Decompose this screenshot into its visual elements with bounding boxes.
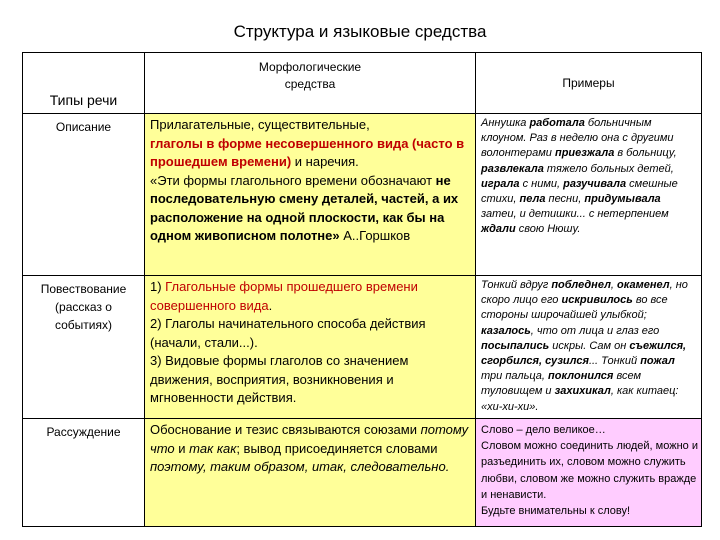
row-type-description: Описание [23, 114, 145, 276]
means-text: Обоснование и тезис связываются союзами [150, 422, 421, 437]
row-means-narration [145, 276, 476, 419]
means-text: ; вывод присоединяется словами [236, 440, 438, 456]
type-line: событиях) [55, 318, 112, 332]
header-means [145, 53, 476, 114]
example-verb: развлекала [481, 162, 544, 175]
example-verb: побледнел [551, 279, 611, 291]
example-text: ... Тонкий [588, 355, 641, 368]
example-verb: посыпались [481, 339, 550, 352]
row-means-reasoning [145, 419, 476, 527]
header-type: Типы речи [23, 53, 145, 114]
example-text: Аннушка [481, 117, 530, 129]
example-text: в больницу, [614, 147, 677, 160]
means-text: 3) Видовые формы глаголов со значением движения, восприятия, возникновения и мгновенности действия. [150, 353, 409, 405]
example-verb: приезжала [554, 147, 615, 160]
example-text: с ними, [519, 177, 564, 190]
example-line: Словом можно соединить людей, можно и разъединить их, словом можно служить любви, словом же можно служить вражде и ненависти. [481, 440, 698, 501]
row-means-description: Прилагательные, существительные, глаголы в форме несовершенного вида (часто в прошедшем времени) и наречия. «Эти формы глагольного времени обозначают не последовательную смену деталей, частей, а их расположение на одной плоскости, как бы на одном живописном полотне» А..Горшков [145, 114, 476, 276]
page-title: Структура и языковые средства [233, 22, 487, 41]
example-line: Будьте внимательны к слову! [481, 505, 631, 518]
example-text: во все стороны широчайшей улыбкой; [481, 294, 668, 322]
example-verb: казалось [481, 324, 531, 337]
means-text: Прилагательные, существительные, [150, 117, 370, 132]
example-verb: съежился, сгорбился, сузился [481, 339, 687, 368]
means-text: 2) Глаголы начинательного способа действия (начали, стали...). [150, 316, 426, 350]
example-text: песни, [545, 193, 585, 206]
example-verb: ждали [481, 223, 516, 236]
example-verb: окаменел [617, 279, 670, 291]
example-text: Тонкий вдруг [481, 279, 552, 291]
row-example-description [476, 114, 702, 276]
means-highlight: Глагольные формы прошедшего времени совершенного вида [150, 279, 418, 313]
example-verb: играла [481, 177, 520, 190]
means-conjunction: так как [189, 440, 237, 456]
example-verb: придумывала [584, 193, 661, 206]
header-means-line1: Морфологические [258, 60, 362, 74]
row-example-narration [476, 276, 702, 419]
example-text: , что от лица и глаз его [530, 324, 660, 337]
means-bold: не последовательную смену [150, 172, 451, 206]
example-text: искры. Сам он [549, 339, 630, 352]
example-text: , [610, 279, 618, 291]
example-verb: пела [519, 193, 546, 206]
means-text: и наречия. [291, 154, 359, 169]
table-row [23, 419, 702, 527]
row-example-reasoning [476, 419, 702, 527]
means-conjunction: потому что [150, 422, 469, 456]
example-text: смешные стихи, [481, 177, 678, 206]
example-text: три пальца, [481, 370, 549, 383]
row-type-reasoning: Рассуждение [23, 419, 145, 527]
means-conjunction: поэтому, таким образом, итак, следовательно. [150, 459, 450, 474]
type-line: (рассказ о [55, 300, 112, 314]
header-examples: Примеры [476, 53, 702, 114]
table-row [23, 276, 702, 419]
means-author: А. [343, 228, 356, 243]
means-quote: «Эти формы глагольного времени обозначают [150, 172, 436, 188]
table-row [23, 114, 702, 276]
means-author: Горшков [359, 228, 411, 243]
means-text: 1) [150, 279, 166, 294]
example-line: Слово – дело великое… [481, 424, 606, 436]
means-bold: деталей, частей, а их расположение на одной плоскости, как бы на одном живописном полотне» [150, 191, 459, 243]
example-verb: работала [529, 117, 585, 129]
example-verb: разучивала [563, 177, 627, 190]
example-verb: пожал [640, 355, 675, 368]
example-text: , как китаец: «хи-хи-хи». [481, 385, 679, 413]
row-type-narration [23, 276, 145, 419]
example-text: всем туловищем и [481, 370, 641, 398]
header-means-line2: средства [284, 77, 336, 91]
type-line: Повествование [40, 282, 127, 296]
example-text: затеи, и детишки... с нетерпением [481, 208, 669, 221]
example-verb: искривилось [561, 294, 633, 307]
example-verb: захихикал [554, 385, 611, 398]
example-text: , но скоро лицо его [481, 279, 688, 307]
example-text: больничным клоуном. Раз в неделю она с другими волонтерами [481, 117, 674, 160]
means-text: . [268, 297, 273, 313]
example-text: тяжело больных детей, [543, 162, 674, 175]
example-text: свою Нюшу. [515, 223, 581, 236]
header-row [23, 53, 702, 114]
means-highlight: глаголы в форме несовершенного вида (часто в прошедшем времени) [150, 135, 465, 169]
example-verb: поклонился [548, 370, 614, 383]
means-text: и [174, 440, 190, 456]
structure-table [22, 52, 702, 527]
